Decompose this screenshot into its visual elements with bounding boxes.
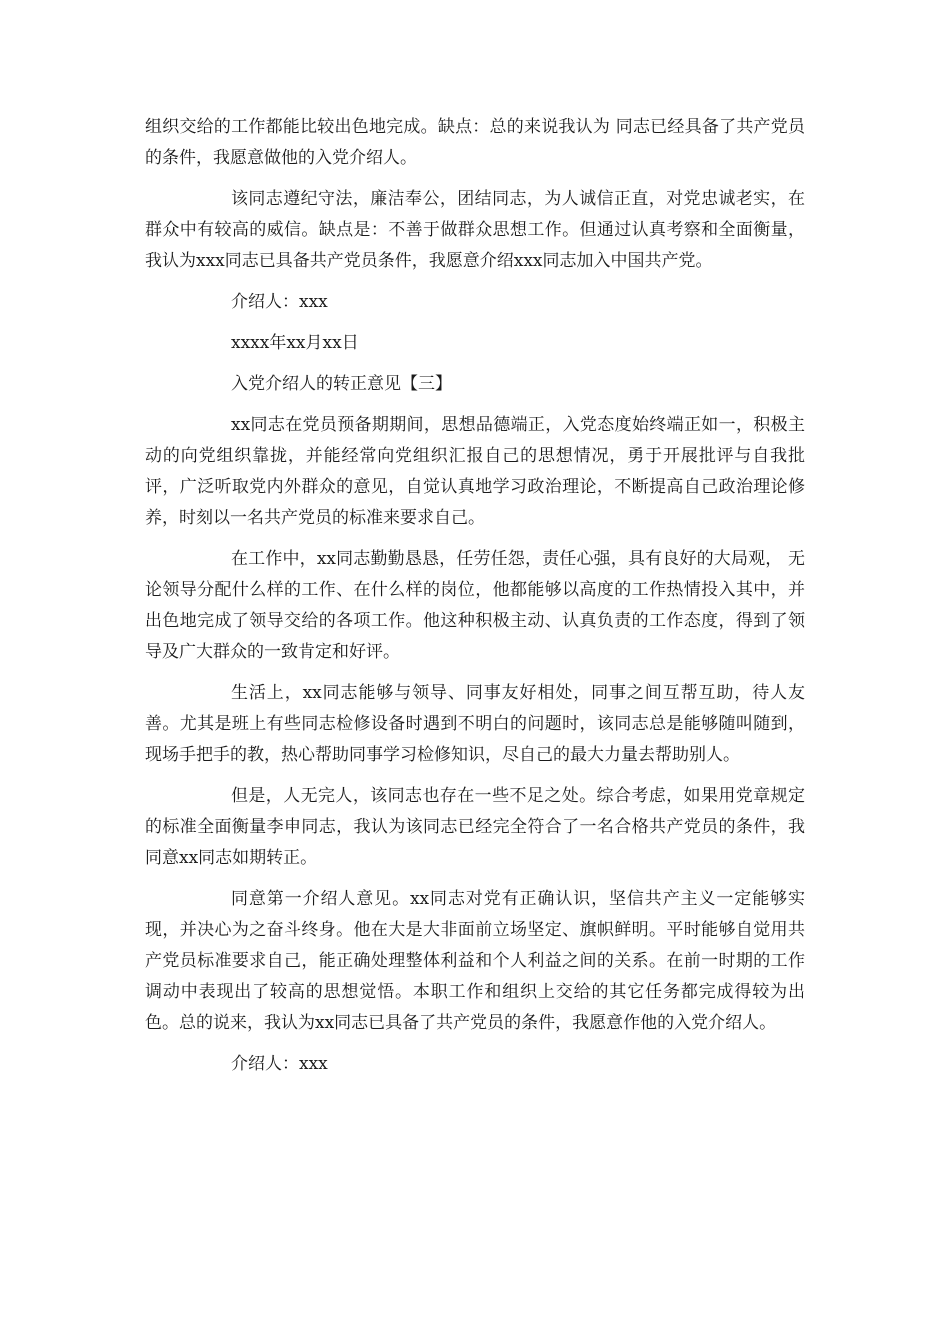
paragraph-life: 生活上，xx同志能够与领导、同事友好相处，同事之间互帮互助，待人友善。尤其是班上有些同志检修设备时遇到不明白的问题时，该同志总是能够随叫随到，现场手把手的教，热心帮助同事学习检修知识，尽自己的最大力量去帮助别人。 [145,683,805,765]
paragraph-probation-period: xx同志在党员预备期期间，思想品德端正，入党态度始终端正如一，积极主动的向党组织靠拢，并能经常向党组织汇报自己的思想情况，勇于开展批评与自我批评，广泛听取党内外群众的意见，自觉认真地学习政治理论，不断提高自己政治理论修养，时刻以一名共产党员的标准来要求自己。 [145,415,805,528]
paragraph-second-opinion: 同意第一介绍人意见。xx同志对党有正确认识，坚信共产主义一定能够实现，并决心为之奋斗终身。他在大是大非面前立场坚定、旗帜鲜明。平时能够自觉用共产党员标准要求自己，能正确处理整体利益和个人利益之间的关系。在前一时期的工作调动中表现出了较高的思想觉悟。本职工作和组织上交给的其它任务都完成得较为出色。总的说来，我认为xx同志已具备了共产党员的条件，我愿意作他的入党介绍人。 [145,889,805,1033]
document-page [145,112,805,1090]
signature-date: xxxx年xx月xx日 [231,333,359,353]
paragraph-continuation: 组织交给的工作都能比较出色地完成。缺点：总的来说我认为 同志已经具备了共产党员的条件，我愿意做他的入党介绍人。 [145,117,805,168]
section-heading: 入党介绍人的转正意见【三】 [231,374,452,394]
paragraph-character-assessment: 该同志遵纪守法，廉洁奉公，团结同志，为人诚信正直，对党忠诚老实，在群众中有较高的威信。缺点是：不善于做群众思想工作。但通过认真考察和全面衡量，我认为xxx同志已具备共产党员条件，我愿意介绍xxx同志加入中国共产党。 [145,189,805,271]
paragraph-shortcomings: 但是，人无完人，该同志也存在一些不足之处。综合考虑，如果用党章规定的标准全面衡量李申同志，我认为该同志已经完全符合了一名合格共产党员的条件，我同意xx同志如期转正。 [145,786,805,868]
introducer-signature: 介绍人：xxx [231,292,328,312]
introducer-signature-final: 介绍人：xxx [231,1054,328,1074]
paragraph-work: 在工作中，xx同志勤勤恳恳，任劳任怨，责任心强，具有良好的大局观， 无论领导分配什么样的工作、在什么样的岗位，他都能够以高度的工作热情投入其中，并出色地完成了领导交给的各项工作。他这种积极主动、认真负责的工作态度，得到了领导及广大群众的一致肯定和好评。 [145,549,805,662]
